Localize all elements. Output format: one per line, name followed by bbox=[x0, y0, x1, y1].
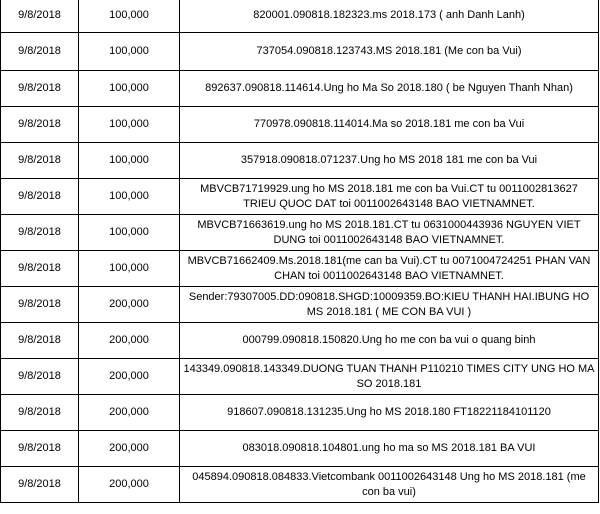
date-cell: 9/8/2018 bbox=[1, 215, 79, 251]
table-row bbox=[1, 359, 599, 395]
date-cell: 9/8/2018 bbox=[1, 179, 79, 215]
description-cell: MBVCB71719929.ung ho MS 2018.181 me con ba Vui.CT tu 0011002813627 TRIEU QUOC DAT toi 0011002643148 BAO VIETNAMNET. bbox=[180, 179, 599, 215]
table-row bbox=[1, 287, 599, 323]
description-cell: 770978.090818.114014.Ma so 2018.181 me con ba Vui bbox=[180, 107, 599, 143]
description-cell: 083018.090818.104801.ung ho ma so MS 2018.181 BA VUI bbox=[180, 431, 599, 467]
description-cell: Sender:79307005.DD:090818.SHGD:10009359.BO:KIEU THANH HAI.IBUNG HO MS 2018.181 ( ME CON BA VUI ) bbox=[180, 287, 599, 323]
date-cell: 9/8/2018 bbox=[1, 143, 79, 179]
table-row bbox=[1, 107, 599, 143]
description-cell: 143349.090818.143349.DUONG TUAN THANH P110210 TIMES CITY UNG HO MA SO 2018.181 bbox=[180, 359, 599, 395]
description-cell: 892637.090818.114614.Ung ho Ma So 2018.180 ( be Nguyen Thanh Nhan) bbox=[180, 71, 599, 107]
description-cell: 820001.090818.182323.ms 2018.173 ( anh Danh Lanh) bbox=[180, 0, 599, 33]
amount-cell: 100,000 bbox=[79, 71, 180, 107]
amount-cell: 200,000 bbox=[79, 359, 180, 395]
amount-cell: 200,000 bbox=[79, 323, 180, 359]
date-cell: 9/8/2018 bbox=[1, 323, 79, 359]
date-cell: 9/8/2018 bbox=[1, 359, 79, 395]
description-cell: 918607.090818.131235.Ung ho MS 2018.180 FT18221184101120 bbox=[180, 395, 599, 431]
table-row bbox=[1, 251, 599, 287]
date-cell: 9/8/2018 bbox=[1, 33, 79, 71]
description-cell: 737054.090818.123743.MS 2018.181 (Me con ba Vui) bbox=[180, 33, 599, 71]
date-cell: 9/8/2018 bbox=[1, 467, 79, 503]
date-cell: 9/8/2018 bbox=[1, 0, 79, 33]
amount-cell: 100,000 bbox=[79, 0, 180, 33]
amount-cell: 100,000 bbox=[79, 215, 180, 251]
amount-cell: 200,000 bbox=[79, 431, 180, 467]
table-row bbox=[1, 431, 599, 467]
table-row bbox=[1, 0, 599, 33]
amount-cell: 200,000 bbox=[79, 467, 180, 503]
amount-cell: 100,000 bbox=[79, 251, 180, 287]
date-cell: 9/8/2018 bbox=[1, 431, 79, 467]
amount-cell: 200,000 bbox=[79, 395, 180, 431]
table-row bbox=[1, 179, 599, 215]
table-row bbox=[1, 395, 599, 431]
table-row bbox=[1, 143, 599, 179]
date-cell: 9/8/2018 bbox=[1, 287, 79, 323]
table-row bbox=[1, 33, 599, 71]
table-row bbox=[1, 323, 599, 359]
amount-cell: 100,000 bbox=[79, 143, 180, 179]
description-cell: 000799.090818.150820.Ung ho me con ba vui o quang binh bbox=[180, 323, 599, 359]
date-cell: 9/8/2018 bbox=[1, 107, 79, 143]
table-row bbox=[1, 71, 599, 107]
amount-cell: 200,000 bbox=[79, 287, 180, 323]
amount-cell: 100,000 bbox=[79, 33, 180, 71]
amount-cell: 100,000 bbox=[79, 107, 180, 143]
date-cell: 9/8/2018 bbox=[1, 251, 79, 287]
date-cell: 9/8/2018 bbox=[1, 71, 79, 107]
amount-cell: 100,000 bbox=[79, 179, 180, 215]
table-row bbox=[1, 215, 599, 251]
description-cell: 045894.090818.084833.Vietcombank 0011002643148 Ung ho MS 2018.181 (me con ba vui) bbox=[180, 467, 599, 503]
date-cell: 9/8/2018 bbox=[1, 395, 79, 431]
description-cell: 357918.090818.071237.Ung ho MS 2018 181 me con ba Vui bbox=[180, 143, 599, 179]
table-row bbox=[1, 467, 599, 503]
description-cell: MBVCB71663619.ung ho MS 2018.181.CT tu 0631000443936 NGUYEN VIET DUNG toi 0011002643148 BAO VIETNAMNET. bbox=[180, 215, 599, 251]
description-cell: MBVCB71662409.Ms.2018.181(me can ba Vui).CT tu 0071004724251 PHAN VAN CHAN toi 0011002643148 BAO VIETNAMNET. bbox=[180, 251, 599, 287]
